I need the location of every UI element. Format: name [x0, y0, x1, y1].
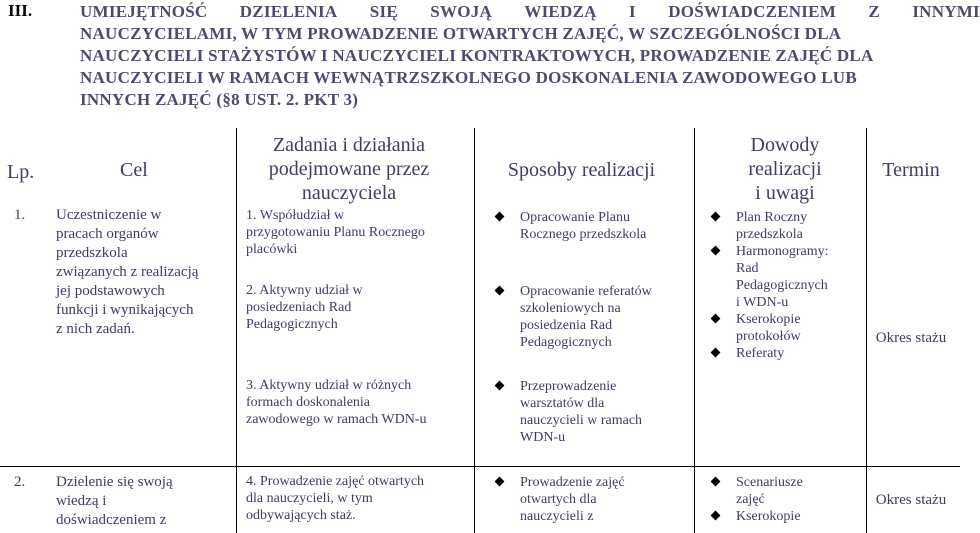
- task-line: Pedagogicznych: [246, 317, 338, 332]
- column-header-sposoby: Sposoby realizacji: [507, 159, 656, 181]
- title-word: SWOJĄ: [430, 2, 492, 21]
- list-line: Opracowanie referatów: [520, 284, 652, 299]
- column-header-line: i uwagi: [755, 182, 815, 204]
- task-line: 4. Prowadzenie zajęć otwartych: [246, 474, 425, 489]
- title-word: Z: [868, 2, 880, 21]
- list-item: [496, 209, 686, 243]
- row-term: Okres stażu: [875, 330, 947, 346]
- bullet-icon: [495, 286, 505, 296]
- title-word: DOŚWIADCZENIEM: [668, 2, 837, 21]
- list-line: Harmonogramy:: [736, 244, 829, 259]
- goal-line: związanych z realizacją: [56, 264, 199, 280]
- title-word: DZIELENIA: [239, 2, 338, 21]
- task-item: [246, 377, 471, 428]
- section-title-line-5: INNYCH ZAJĘĆ (§8 UST. 2. PKT 3): [80, 90, 359, 109]
- task-line: 3. Aktywny udział w różnych: [246, 378, 412, 393]
- section-title-line-1: [80, 1, 980, 23]
- title-word: UMIEJĘTNOŚĆ: [80, 2, 208, 21]
- goal-line: Uczestniczenie w: [56, 207, 162, 223]
- bullet-icon: [495, 381, 505, 391]
- bullet-icon: [711, 348, 721, 358]
- list-line: i WDN-u: [736, 295, 789, 310]
- title-word: SIĘ: [369, 2, 398, 21]
- column-header-dowody: [700, 133, 870, 205]
- section-number: III.: [8, 1, 33, 20]
- task-item: [246, 473, 471, 524]
- bullet-icon: [495, 477, 505, 487]
- list-item: [712, 243, 862, 311]
- list-line: zajęć: [736, 492, 765, 507]
- goal-line: funkcji i wynikających: [56, 302, 194, 318]
- row-term: Okres stażu: [875, 492, 947, 508]
- methods-list: [496, 283, 686, 351]
- list-item: [712, 474, 862, 508]
- evidence-list: [712, 474, 862, 525]
- table-row-divider: [0, 466, 960, 467]
- list-item: [712, 345, 862, 362]
- list-line: Pedagogicznych: [520, 335, 612, 350]
- list-line: Prowadzenie zajęć: [520, 475, 625, 490]
- list-line: szkoleniowych na: [520, 301, 621, 316]
- goal-line: pracach organów: [56, 226, 159, 242]
- list-line: protokołów: [736, 329, 801, 344]
- column-header-line: nauczyciela: [301, 182, 397, 204]
- title-word: WIEDZĄ: [524, 2, 597, 21]
- goal-line: Dzielenie się swoją: [56, 474, 173, 490]
- task-line: 1. Współudział w: [246, 208, 345, 223]
- section-title-line-2: NAUCZYCIELAMI, W TYM PROWADZENIE OTWARTYCH ZAJĘĆ, W SZCZEGÓLNOŚCI DLA: [80, 24, 842, 43]
- goal-line: wiedzą i: [56, 493, 107, 509]
- row-goal: [56, 473, 236, 530]
- task-item: [246, 282, 471, 333]
- table-vertical-rule: [694, 128, 695, 533]
- list-line: warsztatów dla: [520, 396, 605, 411]
- column-header-line: Dowody: [750, 134, 820, 156]
- column-header-cel: Cel: [120, 159, 148, 181]
- list-item: [496, 378, 686, 446]
- column-header-termin: Termin: [882, 159, 940, 181]
- list-item: [496, 283, 686, 351]
- list-line: Rad: [736, 261, 759, 276]
- table-vertical-rule: [236, 128, 237, 533]
- bullet-icon: [711, 212, 721, 222]
- methods-list: [496, 209, 686, 243]
- task-line: 2. Aktywny udział w: [246, 283, 363, 298]
- list-item: [712, 311, 862, 345]
- list-line: Scenariusze: [736, 475, 803, 490]
- list-line: nauczycieli w ramach: [520, 413, 643, 428]
- section-title-line-3: NAUCZYCIELI STAŻYSTÓW I NAUCZYCIELI KONTRAKTOWYCH, PROWADZENIE ZAJĘĆ DLA: [80, 46, 874, 65]
- task-line: zawodowego w ramach WDN-u: [246, 412, 427, 427]
- methods-list: [496, 378, 686, 446]
- task-line: dla nauczycieli, w tym: [246, 491, 373, 506]
- table-vertical-rule: [474, 128, 475, 533]
- list-line: otwartych dla: [520, 492, 597, 507]
- column-header-line: realizacji: [748, 158, 822, 180]
- list-line: przedszkola: [736, 227, 803, 242]
- row-number: 1.: [14, 207, 26, 223]
- task-line: przygotowaniu Planu Rocznego: [246, 225, 425, 240]
- goal-line: jej podstawowych: [56, 283, 165, 299]
- task-line: formach doskonalenia: [246, 395, 371, 410]
- list-line: Przeprowadzenie: [520, 379, 617, 394]
- section-title-line-4: NAUCZYCIELI W RAMACH WEWNĄTRZSZKOLNEGO DOSKONALENIA ZAWODOWEGO LUB: [80, 68, 857, 87]
- title-word: INNYMI: [912, 2, 980, 21]
- task-line: odbywających staż.: [246, 508, 356, 523]
- column-header-line: podejmowane przez: [268, 158, 430, 180]
- task-line: placówki: [246, 242, 298, 257]
- list-line: posiedzenia Rad: [520, 318, 613, 333]
- list-line: WDN-u: [520, 430, 566, 445]
- list-line: Opracowanie Planu: [520, 210, 631, 225]
- goal-line: doświadczeniem z: [56, 512, 167, 528]
- task-line: posiedzeniach Rad: [246, 300, 352, 315]
- list-line: Referaty: [736, 346, 785, 361]
- methods-list: [496, 474, 686, 525]
- list-line: Pedagogicznych: [736, 278, 828, 293]
- bullet-icon: [711, 246, 721, 256]
- bullet-icon: [495, 212, 505, 222]
- list-line: Kserokopie: [736, 509, 801, 524]
- list-item: [496, 474, 686, 525]
- column-header-lp: Lp.: [7, 161, 35, 183]
- list-line: Kserokopie: [736, 312, 801, 327]
- bullet-icon: [711, 314, 721, 324]
- column-header-zadania: [240, 133, 458, 205]
- title-word: I: [629, 2, 636, 21]
- list-line: Plan Roczny: [736, 210, 808, 225]
- evidence-list: [712, 209, 862, 362]
- bullet-icon: [711, 511, 721, 521]
- list-item: [712, 508, 862, 525]
- column-header-line: Zadania i działania: [272, 134, 426, 156]
- list-line: nauczycieli z: [520, 509, 594, 524]
- bullet-icon: [711, 477, 721, 487]
- goal-line: przedszkola: [56, 245, 128, 261]
- task-item: [246, 207, 471, 258]
- row-number: 2.: [14, 474, 26, 490]
- list-line: Rocznego przedszkola: [520, 227, 647, 242]
- list-item: [712, 209, 862, 243]
- goal-line: z nich zadań.: [56, 321, 135, 337]
- row-goal: [56, 206, 236, 339]
